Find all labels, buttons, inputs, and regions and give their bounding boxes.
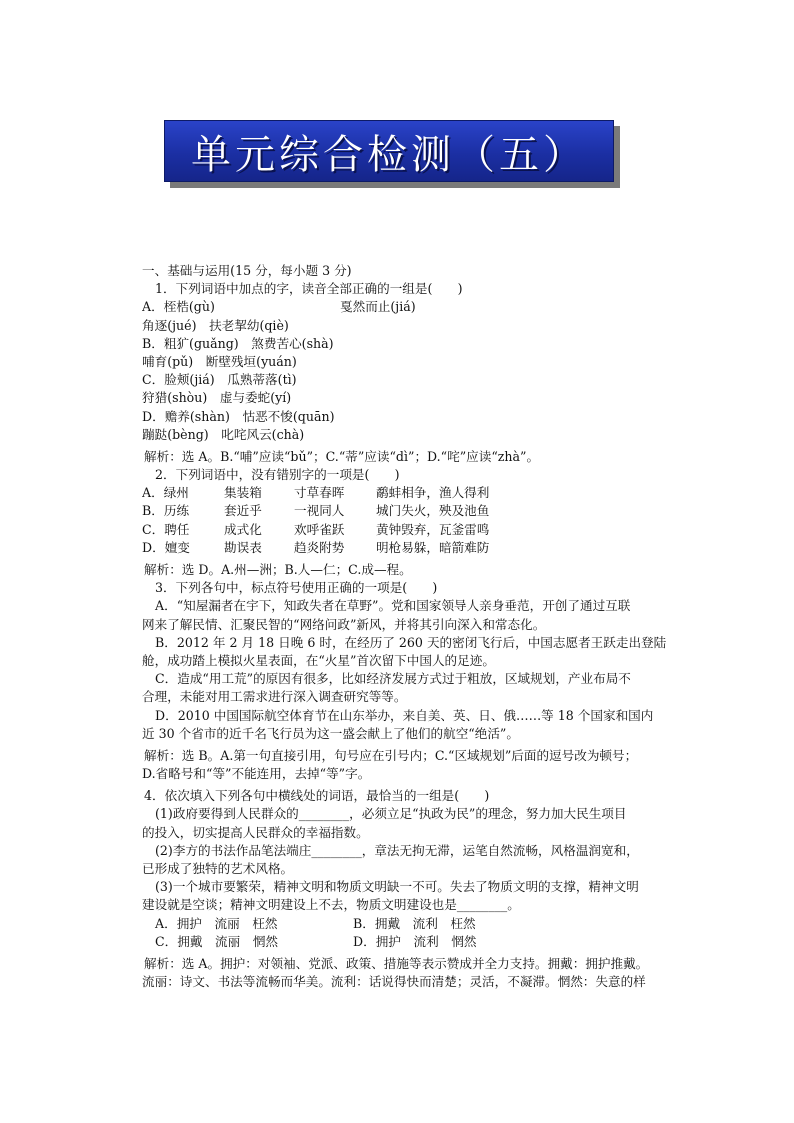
q2-option-row bbox=[142, 484, 682, 502]
q2-analysis: 解析：选 D。A.州—洲；B.人—仁；C.成—程。 bbox=[144, 562, 412, 577]
q2-cell: 欢呼雀跃 bbox=[294, 521, 345, 537]
q4-analysis-line1: 解析：选 A。拥护：对领袖、党派、政策、措施等表示赞成并全力支持。拥戴：拥护推戴。 bbox=[144, 955, 649, 971]
q2-cell: 集装箱 bbox=[224, 485, 262, 501]
q3-text-line: 合理，未能对用工需求进行深入调查研究等等。 bbox=[142, 689, 407, 705]
q2-cell: 成式化 bbox=[224, 521, 262, 537]
q4-option-c: C．拥戴 流丽 惘然 bbox=[155, 933, 278, 949]
q2-cell: A．绿州 bbox=[142, 485, 189, 501]
q2-cell: 鹬蚌相争，渔人得利 bbox=[376, 485, 490, 501]
q2-cell: B．历练 bbox=[142, 503, 190, 519]
q2-cell: 趋炎附势 bbox=[294, 539, 345, 555]
q2-cell: 寸草春晖 bbox=[294, 485, 345, 501]
q3-text-line: A．“知屋漏者在宇下，知政失者在草野”。党和国家领导人亲身垂范，开创了通过互联 bbox=[155, 598, 631, 614]
q3-analysis-line2: D.省略号和“等”不能连用，去掉“等”字。 bbox=[142, 766, 371, 782]
q2-cell: D．嬗变 bbox=[142, 539, 190, 555]
q4-text-line: 的投入，切实提高人民群众的幸福指数。 bbox=[142, 824, 369, 840]
q4-text-line: (2)李方的书法作品笔法端庄________，章法无拘无滞，运笔自然流畅，风格温润宽和， bbox=[155, 842, 639, 858]
q1-option-a-line2: 角逐(jué) 扶老挈幼(qiè) bbox=[142, 317, 289, 333]
q2-cell: 套近乎 bbox=[224, 503, 262, 519]
title-banner bbox=[164, 120, 614, 182]
q4-option-d: D．拥护 流利 惘然 bbox=[353, 933, 477, 949]
q4-option-b: B．拥戴 流利 枉然 bbox=[353, 915, 476, 931]
q4-options-row1 bbox=[142, 915, 682, 933]
question-3-stem: 3．下列各句中，标点符号使用正确的一项是( ) bbox=[155, 580, 438, 596]
q4-text-line: (3)一个城市要繁荣，精神文明和物质文明缺一不可。失去了物质文明的支撑，精神文明 bbox=[155, 879, 639, 895]
q1-option-d-line2: 蹦跶(bèng) 叱咤风云(chà) bbox=[142, 426, 305, 442]
q2-option-row bbox=[142, 539, 682, 557]
q3-text-line: 舱，成功踏上模拟火星表面，在“火星”首次留下中国人的足迹。 bbox=[142, 652, 495, 668]
q2-cell: C．聘任 bbox=[142, 521, 190, 537]
q4-text-line: 建设就是空谈；精神文明建设上不去，物质文明建设也是________。 bbox=[142, 897, 520, 913]
q1-option-b-line1: B．粗犷(guǎng) 煞费苦心(shà) bbox=[142, 335, 334, 351]
q3-text-line: C．造成“用工荒”的原因有很多，比如经济发展方式过于粗放，区域规划，产业布局不 bbox=[155, 671, 631, 687]
q2-cell: 黄钟毁弃，瓦釜雷鸣 bbox=[376, 521, 490, 537]
q2-option-row bbox=[142, 521, 682, 539]
q2-cell: 一视同人 bbox=[294, 503, 345, 519]
q2-cell: 明枪易躲，暗箭难防 bbox=[376, 539, 490, 555]
q3-analysis-line1: 解析：选 B。A.第一句直接引用，句号应在引号内；C.“区域规划”后面的逗号改为顿号； bbox=[144, 747, 638, 763]
q2-option-row bbox=[142, 502, 682, 520]
q1-option-c-line2: 狩猎(shòu) 虚与委蛇(yí) bbox=[142, 390, 292, 406]
question-1-stem: 1．下列词语中加点的字，读音全部正确的一组是( ) bbox=[155, 281, 463, 297]
q1-a-word1: A．桎梏(gù) bbox=[142, 299, 215, 315]
question-2-stem: 2．下列词语中，没有错别字的一项是( ) bbox=[155, 467, 400, 483]
q1-option-a-line1 bbox=[142, 298, 682, 316]
q1-analysis: 解析：选 A。B.“哺”应读“bǔ”；C.“蒂”应读“dì”；D.“咤”应读“zhà”。 bbox=[144, 448, 540, 464]
q4-analysis-line2: 流丽：诗文、书法等流畅而华美。流利：话说得快而清楚；灵活，不凝滞。惘然：失意的样 bbox=[142, 974, 646, 990]
section-heading: 一、基础与运用(15 分，每小题 3 分) bbox=[142, 263, 352, 278]
q1-option-c-line1: C．脸颊(jiá) 瓜熟蒂落(tì) bbox=[142, 372, 297, 388]
document-body bbox=[142, 262, 682, 991]
q2-cell: 勘误表 bbox=[224, 539, 262, 555]
q3-text-line: 网来了解民情、汇聚民智的“网络问政”新风，并将其引向深入和常态化。 bbox=[142, 616, 546, 632]
q1-option-d-line1: D．赡养(shàn) 怙恶不悛(quān) bbox=[142, 408, 335, 424]
q4-text-line: (1)政府要得到人民群众的________，必须立足“执政为民”的理念，努力加大民生项目 bbox=[155, 806, 627, 822]
q4-text-line: 已形成了独特的艺术风格。 bbox=[142, 861, 294, 876]
question-4-stem: 4．依次填入下列各句中横线处的词语，最恰当的一组是( ) bbox=[144, 788, 490, 804]
q3-text-line: B．2012 年 2 月 18 日晚 6 时，在经历了 260 天的密闭飞行后，中国志愿者王跃走出登陆 bbox=[155, 634, 667, 650]
q4-option-a: A．拥护 流丽 枉然 bbox=[155, 915, 278, 931]
q3-text-line: 近 30 个省市的近千名飞行员为这一盛会献上了他们的航空“绝活”。 bbox=[142, 725, 519, 741]
q4-options-row2 bbox=[142, 933, 682, 951]
page-title: 单元综合检测（五） bbox=[191, 131, 587, 178]
q1-a-word2: 戛然而止(jiá) bbox=[340, 299, 416, 315]
q1-option-b-line2: 哺育(pǔ) 断壁残垣(yuán) bbox=[142, 353, 297, 369]
q2-cell: 城门失火，殃及池鱼 bbox=[376, 503, 490, 519]
q3-text-line: D．2010 中国国际航空体育节在山东举办，来自美、英、日、俄……等 18 个国家和国内 bbox=[155, 707, 654, 723]
